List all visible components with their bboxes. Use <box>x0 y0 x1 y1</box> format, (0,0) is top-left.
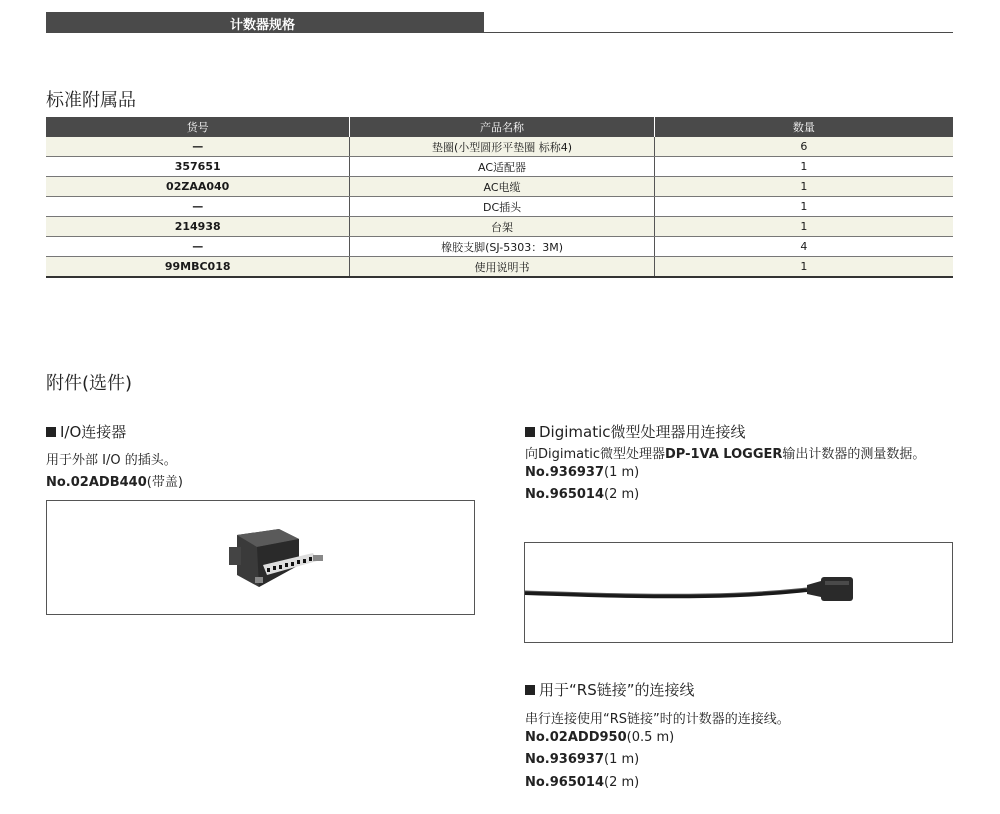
cell-qty: 1 <box>654 257 953 278</box>
rs-part-note: (0.5 m) <box>626 730 675 745</box>
bullet-square-icon <box>525 427 535 437</box>
io-part-note: (带盖) <box>146 475 183 490</box>
digimatic-desc-model: DP-1VA LOGGER <box>664 447 783 462</box>
digimatic-desc-pre: 向Digimatic微型处理器 <box>525 447 665 462</box>
io-connector-image <box>47 501 474 614</box>
header-divider <box>484 32 953 33</box>
rs-part-note: (1 m) <box>604 752 640 767</box>
rs-part-no: No.02ADD950 <box>525 730 627 745</box>
table-header-row <box>46 117 953 137</box>
digimatic-part-no: No.965014 <box>525 487 605 502</box>
cell-qty: 1 <box>654 197 953 217</box>
cell-name: 橡胶支脚(SJ-5303：3M) <box>350 237 654 257</box>
column-header-code: 货号 <box>46 117 350 137</box>
digimatic-desc-post: 输出计数器的测量数据。 <box>782 447 926 462</box>
cell-qty: 1 <box>654 157 953 177</box>
table-row <box>46 197 953 217</box>
rs-part-note: (2 m) <box>604 775 640 790</box>
rs-link-cable-heading <box>525 679 695 700</box>
cell-name: 台架 <box>350 217 654 237</box>
cell-code: 99MBC018 <box>46 257 350 278</box>
digimatic-cable-image <box>525 543 952 642</box>
cell-name: DC插头 <box>350 197 654 217</box>
rs-link-cable-desc: 串行连接使用“RS链接”时的计数器的连接线。 <box>525 712 790 727</box>
cell-code: 357651 <box>46 157 350 177</box>
digimatic-cable-heading <box>525 421 746 442</box>
cell-qty: 1 <box>654 217 953 237</box>
io-connector-desc: 用于外部 I/O 的插头。 <box>46 453 177 468</box>
rs-part-number <box>525 752 639 767</box>
bullet-square-icon <box>46 427 56 437</box>
io-connector-heading-text: I/O连接器 <box>60 423 127 441</box>
digimatic-cable-desc <box>525 443 925 462</box>
cell-code: 02ZAA040 <box>46 177 350 197</box>
accessories-title: 标准附属品 <box>46 90 136 111</box>
digimatic-part-no: No.936937 <box>525 465 605 480</box>
rs-part-number <box>525 775 639 790</box>
table-row <box>46 157 953 177</box>
rs-part-number <box>525 730 674 745</box>
options-title: 附件(选件) <box>46 373 133 394</box>
cell-qty: 6 <box>654 137 953 157</box>
rs-link-cable-heading-text: 用于“RS链接”的连接线 <box>539 681 695 699</box>
column-header-name: 产品名称 <box>350 117 654 137</box>
digimatic-part-note: (1 m) <box>604 465 640 480</box>
cell-code: — <box>46 137 350 157</box>
cell-name: 垫圈(小型圆形平垫圈 标称4) <box>350 137 654 157</box>
cell-name: 使用说明书 <box>350 257 654 278</box>
digimatic-part-note: (2 m) <box>604 487 640 502</box>
table-row <box>46 177 953 197</box>
digimatic-part-number <box>525 465 639 480</box>
io-connector-image-frame <box>46 500 475 615</box>
digimatic-part-number <box>525 487 639 502</box>
cell-code: — <box>46 237 350 257</box>
accessories-table <box>46 117 953 278</box>
section-header-title: 计数器规格 <box>230 18 296 33</box>
table-row <box>46 217 953 237</box>
cell-code: 214938 <box>46 217 350 237</box>
digimatic-cable-heading-text: Digimatic微型处理器用连接线 <box>539 423 746 441</box>
rs-part-no: No.936937 <box>525 752 605 767</box>
table-row <box>46 137 953 157</box>
digimatic-cable-image-frame <box>524 542 953 643</box>
io-connector-heading <box>46 421 126 442</box>
rs-part-no: No.965014 <box>525 775 605 790</box>
table-row <box>46 257 953 278</box>
section-header-bar <box>46 12 484 33</box>
io-connector-part-number <box>46 471 183 490</box>
io-part-no: No.02ADB440 <box>46 475 147 490</box>
cell-name: AC电缆 <box>350 177 654 197</box>
cell-qty: 4 <box>654 237 953 257</box>
cell-name: AC适配器 <box>350 157 654 177</box>
cell-code: — <box>46 197 350 217</box>
bullet-square-icon <box>525 685 535 695</box>
table-row <box>46 237 953 257</box>
cell-qty: 1 <box>654 177 953 197</box>
column-header-qty: 数量 <box>654 117 953 137</box>
